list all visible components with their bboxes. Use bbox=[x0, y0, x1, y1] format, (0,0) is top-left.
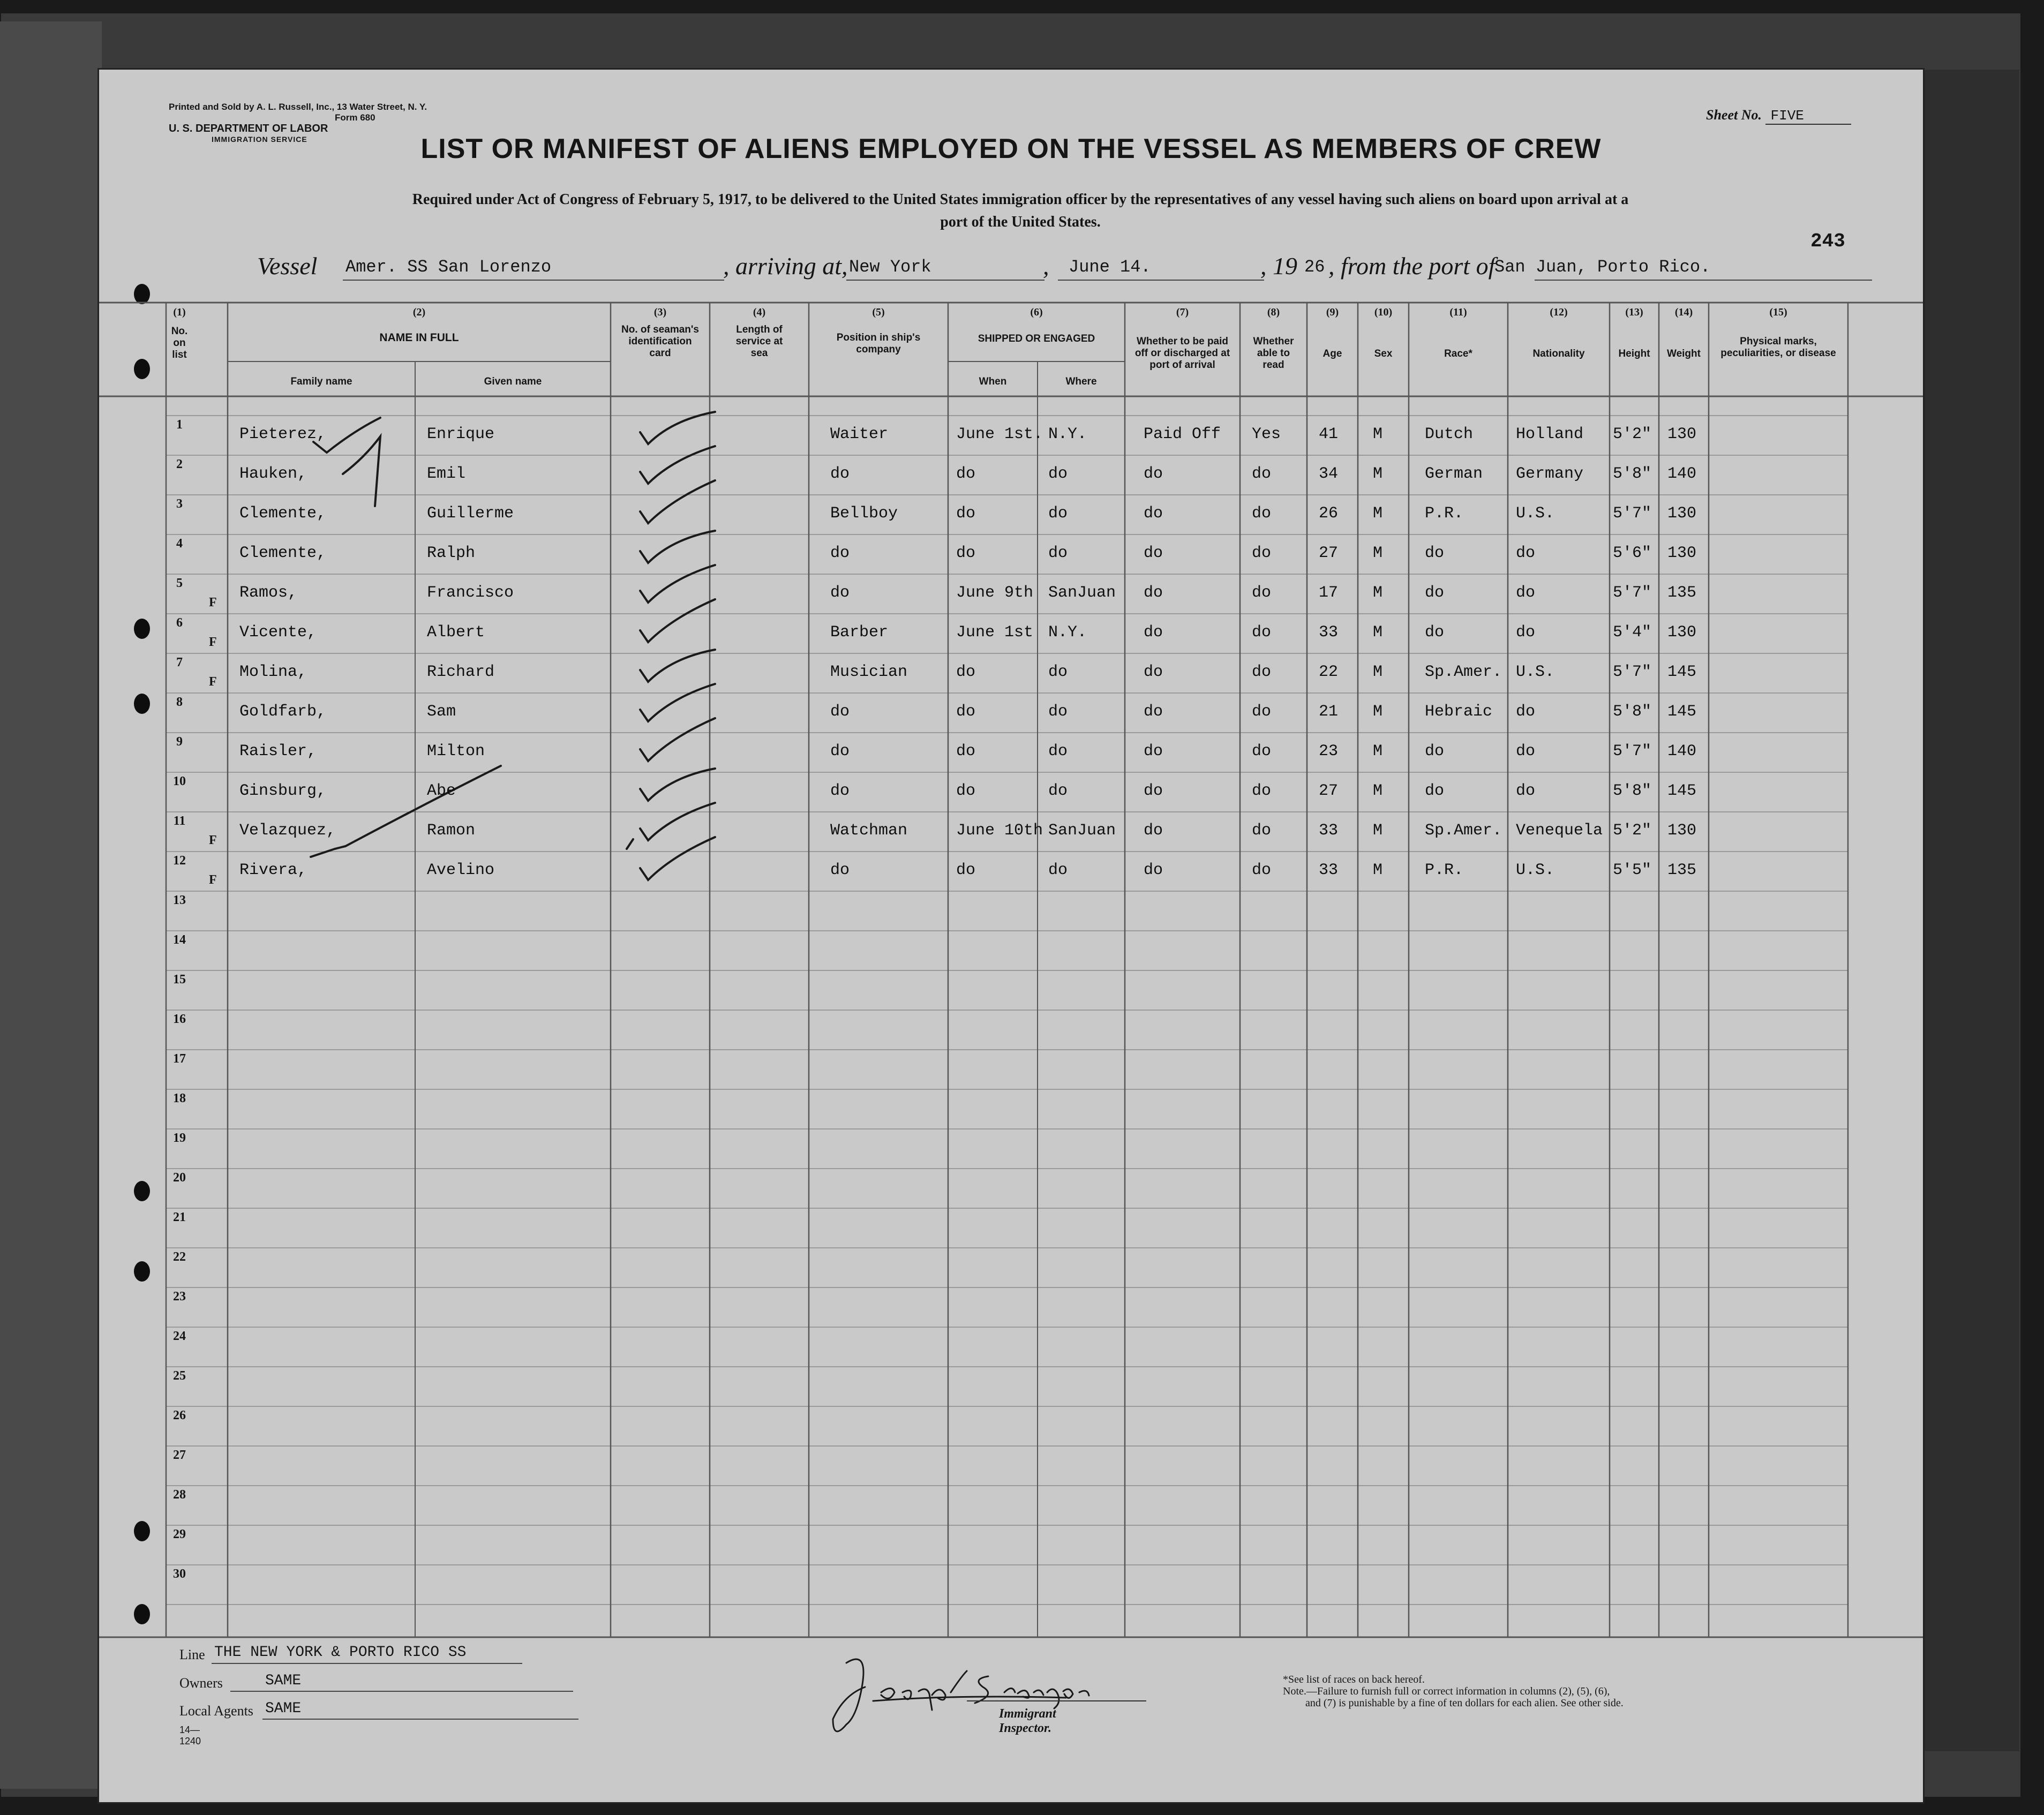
cell-read: do bbox=[1252, 623, 1272, 642]
cell-weight: 145 bbox=[1667, 703, 1697, 721]
cell-family: Ginsburg, bbox=[239, 782, 327, 800]
row-number: 1 bbox=[176, 418, 183, 432]
cell-nationality: do bbox=[1516, 544, 1536, 562]
col6-where-label: Where bbox=[1065, 376, 1097, 387]
cell-when: June 9th bbox=[956, 584, 1034, 602]
col12-label: Nationality bbox=[1532, 348, 1585, 359]
row-number: 15 bbox=[173, 973, 186, 986]
col9-number: (9) bbox=[1326, 306, 1339, 318]
row-number: 13 bbox=[173, 893, 186, 907]
cell-race: Dutch bbox=[1425, 425, 1474, 443]
cell-given: Emil bbox=[427, 465, 466, 483]
cell-where: do bbox=[1048, 663, 1068, 681]
cell-weight: 130 bbox=[1667, 822, 1697, 840]
cell-height: 5'8" bbox=[1613, 782, 1652, 800]
col13-label: Height bbox=[1618, 348, 1650, 359]
check-mark bbox=[640, 599, 715, 642]
row-number: 4 bbox=[176, 537, 183, 551]
cell-when: June 10th bbox=[956, 822, 1043, 840]
col4-number: (4) bbox=[753, 306, 766, 318]
check-mark bbox=[640, 837, 715, 880]
right-edge-paper bbox=[1923, 70, 2019, 1751]
cell-age: 34 bbox=[1319, 465, 1339, 483]
cell-given: Enrique bbox=[427, 425, 495, 443]
footnote-line: Note.—Failure to furnish full or correct information in columns (2), (5), (6), bbox=[1283, 1685, 1610, 1697]
cell-paid: do bbox=[1144, 861, 1163, 879]
col13-number: (13) bbox=[1625, 306, 1643, 318]
owners-label: Owners bbox=[179, 1675, 223, 1691]
cell-position: do bbox=[830, 584, 850, 602]
row-number: 19 bbox=[173, 1131, 186, 1145]
cell-age: 26 bbox=[1319, 504, 1339, 523]
row-number: 16 bbox=[173, 1012, 186, 1026]
row-number: 6 bbox=[176, 616, 183, 630]
cell-height: 5'6" bbox=[1613, 544, 1652, 562]
cell-nationality: U.S. bbox=[1516, 504, 1555, 523]
cell-age: 33 bbox=[1319, 623, 1339, 642]
cell-race: Sp.Amer. bbox=[1425, 822, 1502, 840]
cell-read: do bbox=[1252, 663, 1272, 681]
row-number: 9 bbox=[176, 735, 183, 749]
col1-number: (1) bbox=[173, 306, 186, 318]
cell-given: Albert bbox=[427, 623, 485, 642]
cell-paid: do bbox=[1144, 544, 1163, 562]
col12-number: (12) bbox=[1550, 306, 1568, 318]
row-number: 11 bbox=[173, 814, 186, 828]
col5-label: Position in ship's company bbox=[836, 332, 921, 355]
cell-position: Bellboy bbox=[830, 504, 898, 523]
cell-weight: 145 bbox=[1667, 663, 1697, 681]
row-number: 22 bbox=[173, 1250, 186, 1264]
col15-number: (15) bbox=[1769, 306, 1787, 318]
col7-label: Whether to be paid off or discharged at port of arrival bbox=[1134, 336, 1230, 371]
cell-race: do bbox=[1425, 584, 1445, 602]
owners-rule bbox=[230, 1691, 573, 1692]
cell-nationality: Venequela bbox=[1516, 822, 1603, 840]
cell-height: 5'7" bbox=[1613, 584, 1652, 602]
cell-weight: 130 bbox=[1667, 544, 1697, 562]
cell-sex: M bbox=[1373, 623, 1383, 642]
cell-given: Sam bbox=[427, 703, 456, 721]
col2-family-label: Family name bbox=[290, 376, 352, 387]
cell-height: 5'7" bbox=[1613, 742, 1652, 760]
cell-age: 33 bbox=[1319, 822, 1339, 840]
cell-sex: M bbox=[1373, 425, 1383, 443]
row-number: 14 bbox=[173, 933, 186, 947]
cell-position: do bbox=[830, 465, 850, 483]
col3-label: No. of seaman's identification card bbox=[621, 324, 699, 359]
from-port: San Juan, Porto Rico. bbox=[1494, 257, 1711, 277]
cell-family: Rivera, bbox=[239, 861, 307, 879]
agents-rule bbox=[262, 1719, 578, 1720]
row-number: 18 bbox=[173, 1091, 186, 1105]
cell-read: do bbox=[1252, 861, 1272, 879]
cell-where: do bbox=[1048, 861, 1068, 879]
cell-paid: do bbox=[1144, 782, 1163, 800]
cell-when: do bbox=[956, 544, 976, 562]
cell-position: Barber bbox=[830, 623, 889, 642]
col1-label: No. on list bbox=[171, 326, 188, 360]
cell-when: do bbox=[956, 742, 976, 760]
form-number: Form 680 bbox=[335, 112, 375, 123]
cell-race: do bbox=[1425, 742, 1445, 760]
cell-height: 5'8" bbox=[1613, 465, 1652, 483]
cell-height: 5'7" bbox=[1613, 504, 1652, 523]
service-name: IMMIGRATION SERVICE bbox=[212, 135, 307, 144]
cell-age: 27 bbox=[1319, 782, 1339, 800]
cell-race: do bbox=[1425, 544, 1445, 562]
cell-sex: M bbox=[1373, 782, 1383, 800]
check-mark bbox=[640, 531, 715, 563]
col7-number: (7) bbox=[1176, 306, 1189, 318]
row-number: 21 bbox=[173, 1210, 186, 1224]
cell-read: do bbox=[1252, 703, 1272, 721]
row-number: 29 bbox=[173, 1527, 186, 1541]
cell-when: do bbox=[956, 663, 976, 681]
cell-height: 5'5" bbox=[1613, 861, 1652, 879]
stamp-number: 243 bbox=[1810, 230, 1845, 252]
row-flag: F bbox=[209, 596, 217, 609]
cell-where: do bbox=[1048, 742, 1068, 760]
cell-given: Abe bbox=[427, 782, 456, 800]
cell-nationality: Holland bbox=[1516, 425, 1584, 443]
cell-sex: M bbox=[1373, 465, 1383, 483]
cell-nationality: do bbox=[1516, 584, 1536, 602]
subtitle-line: Required under Act of Congress of February 5, 1917, to be delivered to the United States immigration officer by the representatives of any vessel having such aliens on board upon arrival at a bbox=[412, 191, 1629, 208]
cell-read: do bbox=[1252, 822, 1272, 840]
owners-value: SAME bbox=[265, 1673, 302, 1689]
cell-age: 33 bbox=[1319, 861, 1339, 879]
row-number: 30 bbox=[173, 1567, 186, 1581]
cell-paid: do bbox=[1144, 504, 1163, 523]
line-value: THE NEW YORK & PORTO RICO SS bbox=[214, 1644, 467, 1661]
col2-label: NAME IN FULL bbox=[379, 332, 459, 344]
col11-label: Race* bbox=[1444, 348, 1472, 359]
cell-given: Ralph bbox=[427, 544, 476, 562]
col6-when-label: When bbox=[979, 376, 1007, 387]
cell-weight: 135 bbox=[1667, 584, 1697, 602]
cell-position: do bbox=[830, 782, 850, 800]
col8-number: (8) bbox=[1267, 306, 1280, 318]
comma: , bbox=[1043, 252, 1049, 280]
row-number: 10 bbox=[173, 774, 186, 788]
cell-given: Avelino bbox=[427, 861, 495, 879]
footnote-line: and (7) is punishable by a fine of ten dollars for each alien. See other side. bbox=[1305, 1697, 1624, 1709]
cell-nationality: do bbox=[1516, 782, 1536, 800]
row-flag: F bbox=[209, 873, 217, 887]
cell-paid: do bbox=[1144, 703, 1163, 721]
col9-label: Age bbox=[1322, 348, 1342, 359]
year-prefix: , 19 bbox=[1260, 252, 1297, 280]
cell-weight: 135 bbox=[1667, 861, 1697, 879]
cell-height: 5'4" bbox=[1613, 623, 1652, 642]
col4-label: Length of service at sea bbox=[735, 324, 783, 359]
col8-label: Whether able to read bbox=[1253, 336, 1294, 371]
cell-family: Ramos, bbox=[239, 584, 298, 602]
cell-paid: do bbox=[1144, 742, 1163, 760]
cell-when: do bbox=[956, 703, 976, 721]
cell-where: N.Y. bbox=[1048, 623, 1087, 642]
cell-race: Hebraic bbox=[1425, 703, 1493, 721]
year-value: 26 bbox=[1304, 257, 1325, 277]
cell-where: do bbox=[1048, 703, 1068, 721]
cell-where: do bbox=[1048, 544, 1068, 562]
cell-family: Molina, bbox=[239, 663, 307, 681]
row-flag: F bbox=[209, 675, 217, 689]
row-number: 8 bbox=[176, 695, 183, 709]
check-mark bbox=[640, 650, 715, 682]
row-number: 3 bbox=[176, 497, 183, 511]
cell-paid: do bbox=[1144, 623, 1163, 642]
row-number: 24 bbox=[173, 1329, 186, 1343]
cell-read: do bbox=[1252, 465, 1272, 483]
cell-race: P.R. bbox=[1425, 504, 1464, 523]
cell-paid: do bbox=[1144, 584, 1163, 602]
footnote bbox=[1283, 1674, 1624, 1709]
page-title: LIST OR MANIFEST OF ALIENS EMPLOYED ON THE VESSEL AS MEMBERS OF CREW bbox=[420, 133, 1602, 164]
vessel-name: Amer. SS San Lorenzo bbox=[345, 257, 552, 277]
cell-age: 17 bbox=[1319, 584, 1339, 602]
arriving-label: , arriving at, bbox=[723, 252, 848, 280]
cell-age: 27 bbox=[1319, 544, 1339, 562]
left-edge-paper bbox=[0, 21, 102, 1789]
cell-family: Goldfarb, bbox=[239, 703, 327, 721]
row-number: 23 bbox=[173, 1290, 186, 1304]
department-name: U. S. DEPARTMENT OF LABOR bbox=[169, 123, 328, 134]
check-mark bbox=[640, 446, 715, 484]
table-grid bbox=[99, 70, 1923, 1802]
footnote-line: *See list of races on back hereof. bbox=[1283, 1674, 1425, 1685]
cell-race: do bbox=[1425, 623, 1445, 642]
check-mark bbox=[640, 684, 715, 721]
cell-nationality: do bbox=[1516, 742, 1536, 760]
cell-weight: 145 bbox=[1667, 782, 1697, 800]
cell-given: Guillerme bbox=[427, 504, 514, 523]
cell-sex: M bbox=[1373, 504, 1383, 523]
cell-age: 22 bbox=[1319, 663, 1339, 681]
cell-race: Sp.Amer. bbox=[1425, 663, 1502, 681]
cell-where: do bbox=[1048, 504, 1068, 523]
printer-line: Printed and Sold by A. L. Russell, Inc., 13 Water Street, N. Y. bbox=[169, 102, 427, 112]
check-mark bbox=[640, 769, 715, 801]
cell-position: do bbox=[830, 703, 850, 721]
col10-label: Sex bbox=[1374, 348, 1393, 359]
cell-where: do bbox=[1048, 465, 1068, 483]
row-number: 25 bbox=[173, 1369, 186, 1383]
cell-sex: M bbox=[1373, 663, 1383, 681]
cell-paid: Paid Off bbox=[1144, 425, 1221, 443]
col2-number: (2) bbox=[412, 306, 426, 318]
cell-where: SanJuan bbox=[1048, 822, 1116, 840]
row-number: 12 bbox=[173, 854, 186, 868]
cell-position: do bbox=[830, 742, 850, 760]
row-number: 26 bbox=[173, 1409, 186, 1422]
cell-family: Vicente, bbox=[239, 623, 317, 642]
cell-weight: 130 bbox=[1667, 623, 1697, 642]
cell-height: 5'8" bbox=[1613, 703, 1652, 721]
cell-given: Francisco bbox=[427, 584, 514, 602]
row-number: 20 bbox=[173, 1171, 186, 1185]
cell-weight: 130 bbox=[1667, 504, 1697, 523]
cell-nationality: do bbox=[1516, 623, 1536, 642]
cell-weight: 130 bbox=[1667, 425, 1697, 443]
cell-weight: 140 bbox=[1667, 742, 1697, 760]
cell-age: 41 bbox=[1319, 425, 1339, 443]
check-mark bbox=[640, 480, 715, 523]
cell-when: do bbox=[956, 504, 976, 523]
cell-where: N.Y. bbox=[1048, 425, 1087, 443]
cell-race: German bbox=[1425, 465, 1483, 483]
form-code: 14—1240 bbox=[179, 1724, 201, 1746]
row-number: 27 bbox=[173, 1448, 186, 1462]
vessel-label: Vessel bbox=[257, 252, 318, 280]
cell-height: 5'2" bbox=[1613, 425, 1652, 443]
col11-number: (11) bbox=[1449, 306, 1467, 318]
cell-position: Musician bbox=[830, 663, 908, 681]
cell-family: Raisler, bbox=[239, 742, 317, 760]
cell-weight: 140 bbox=[1667, 465, 1697, 483]
cell-read: do bbox=[1252, 742, 1272, 760]
cell-paid: do bbox=[1144, 822, 1163, 840]
cell-read: do bbox=[1252, 504, 1272, 523]
cell-read: do bbox=[1252, 584, 1272, 602]
line-rule bbox=[212, 1663, 522, 1664]
cell-family: Hauken, bbox=[239, 465, 307, 483]
col14-label: Weight bbox=[1667, 348, 1701, 359]
arriving-port: New York bbox=[849, 257, 931, 277]
cell-position: do bbox=[830, 544, 850, 562]
cell-given: Ramon bbox=[427, 822, 476, 840]
check-mark bbox=[640, 803, 715, 840]
cell-nationality: Germany bbox=[1516, 465, 1584, 483]
row-number: 5 bbox=[176, 576, 183, 590]
cell-sex: M bbox=[1373, 822, 1383, 840]
col6-label: SHIPPED OR ENGAGED bbox=[978, 333, 1095, 344]
sheet-label: Sheet No. bbox=[1706, 107, 1762, 123]
cell-age: 21 bbox=[1319, 703, 1339, 721]
cell-position: do bbox=[830, 861, 850, 879]
row-flag: F bbox=[209, 635, 217, 649]
cell-height: 5'7" bbox=[1613, 663, 1652, 681]
sheet-value: FIVE bbox=[1765, 108, 1851, 125]
cell-read: Yes bbox=[1252, 425, 1281, 443]
line-label: Line bbox=[179, 1647, 205, 1662]
cell-sex: M bbox=[1373, 544, 1383, 562]
arrival-date: June 14. bbox=[1069, 257, 1151, 277]
manifest-page bbox=[99, 70, 1923, 1802]
cell-given: Richard bbox=[427, 663, 495, 681]
cell-nationality: do bbox=[1516, 703, 1536, 721]
cell-position: Watchman bbox=[830, 822, 908, 840]
cell-nationality: U.S. bbox=[1516, 861, 1555, 879]
cell-family: Clemente, bbox=[239, 544, 327, 562]
cell-where: SanJuan bbox=[1048, 584, 1116, 602]
row-number: 2 bbox=[176, 457, 183, 471]
cell-read: do bbox=[1252, 782, 1272, 800]
col2-given-label: Given name bbox=[484, 376, 542, 387]
col6-number: (6) bbox=[1030, 306, 1043, 318]
cell-given: Milton bbox=[427, 742, 485, 760]
cell-position: Waiter bbox=[830, 425, 889, 443]
cell-when: June 1st bbox=[956, 623, 1034, 642]
col5-number: (5) bbox=[872, 306, 885, 318]
col15-label: Physical marks, peculiarities, or disease bbox=[1720, 336, 1836, 359]
cell-where: do bbox=[1048, 782, 1068, 800]
row-flag: F bbox=[209, 833, 217, 847]
subtitle-line: port of the United States. bbox=[940, 214, 1101, 230]
col10-number: (10) bbox=[1374, 306, 1393, 318]
cell-family: Velazquez, bbox=[239, 822, 336, 840]
row-number: 17 bbox=[173, 1052, 186, 1066]
cell-family: Clemente, bbox=[239, 504, 327, 523]
cell-race: do bbox=[1425, 782, 1445, 800]
cell-when: do bbox=[956, 465, 976, 483]
cell-when: do bbox=[956, 782, 976, 800]
row-number: 7 bbox=[176, 656, 183, 669]
inspector-label: Immigrant Inspector. bbox=[999, 1707, 1056, 1735]
agents-label: Local Agents bbox=[179, 1703, 253, 1719]
col14-number: (14) bbox=[1674, 306, 1693, 318]
cell-height: 5'2" bbox=[1613, 822, 1652, 840]
cell-race: P.R. bbox=[1425, 861, 1464, 879]
cell-read: do bbox=[1252, 544, 1272, 562]
cell-paid: do bbox=[1144, 663, 1163, 681]
check-mark bbox=[640, 412, 715, 444]
cell-when: do bbox=[956, 861, 976, 879]
cell-family: Pieterez, bbox=[239, 425, 327, 443]
cell-when: June 1st. bbox=[956, 425, 1043, 443]
row-number: 28 bbox=[173, 1488, 186, 1502]
agents-value: SAME bbox=[265, 1700, 302, 1717]
cell-age: 23 bbox=[1319, 742, 1339, 760]
from-label: , from the port of bbox=[1328, 252, 1496, 280]
cell-paid: do bbox=[1144, 465, 1163, 483]
cell-sex: M bbox=[1373, 742, 1383, 760]
check-mark bbox=[640, 718, 715, 761]
cell-sex: M bbox=[1373, 861, 1383, 879]
col3-number: (3) bbox=[653, 306, 667, 318]
cell-nationality: U.S. bbox=[1516, 663, 1555, 681]
cell-sex: M bbox=[1373, 703, 1383, 721]
cell-sex: M bbox=[1373, 584, 1383, 602]
check-mark bbox=[640, 565, 715, 603]
